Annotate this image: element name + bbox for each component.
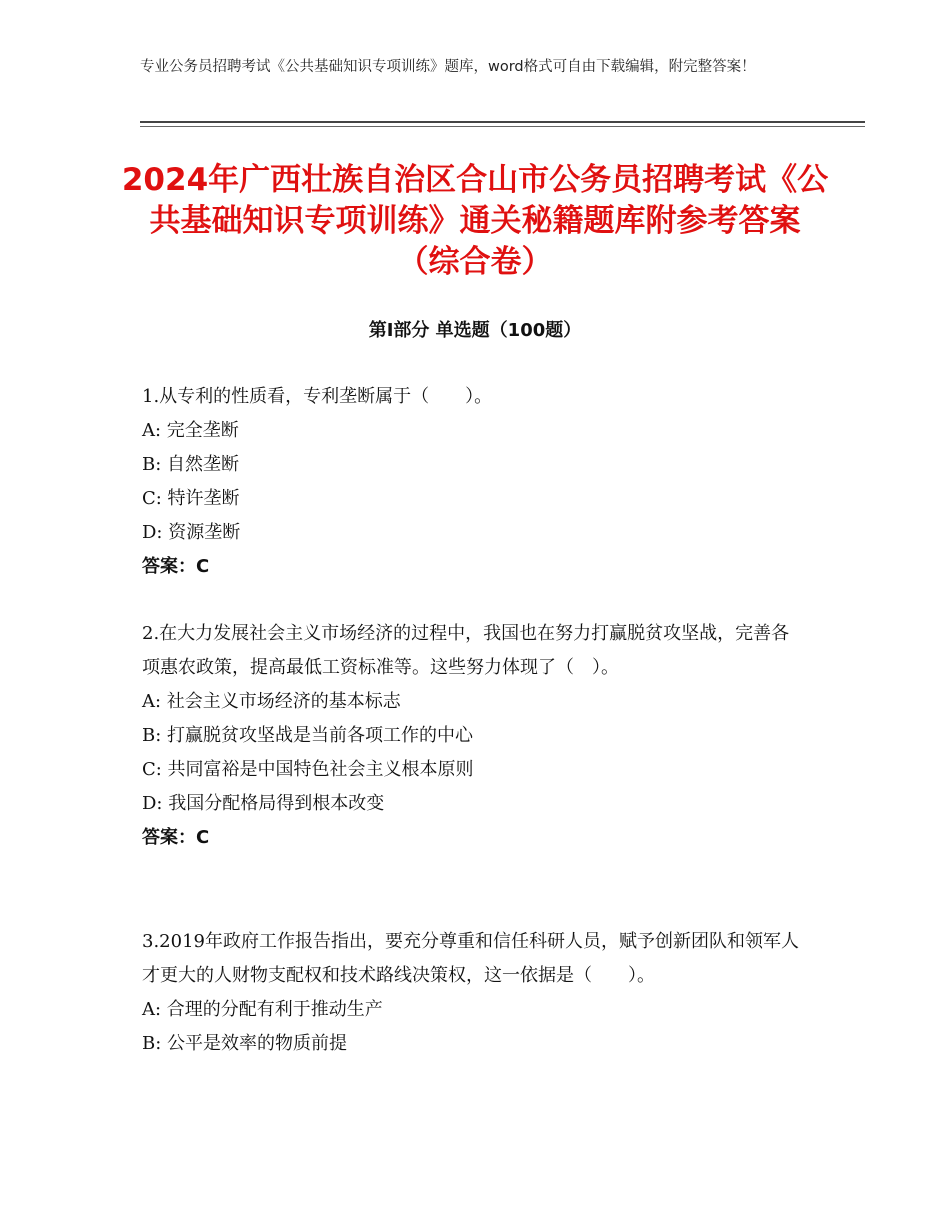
answer-line: 答案：C: [142, 827, 210, 848]
option-b: B: 公平是效率的物质前提: [142, 1033, 348, 1054]
question-stem: 2.在大力发展社会主义市场经济的过程中，我国也在努力打赢脱贫攻坚战，完善各项惠农政策，提高最低工资标准等。这些努力体现了（ ）。: [142, 623, 790, 678]
answer-line: 答案：C: [142, 556, 210, 577]
question-2: [142, 617, 802, 855]
header-divider-thin: [140, 126, 865, 127]
header-note: 专业公务员招聘考试《公共基础知识专项训练》题库，word格式可自由下载编辑，附完整答案！: [140, 59, 756, 75]
option-c: C: 共同富裕是中国特色社会主义根本原则: [142, 759, 474, 780]
question-3: [142, 925, 802, 1061]
option-d: D: 资源垄断: [142, 522, 241, 543]
option-b: B: 打赢脱贫攻坚战是当前各项工作的中心: [142, 725, 474, 746]
question-1: [142, 380, 802, 584]
option-c: C: 特许垄断: [142, 488, 240, 509]
question-stem: 1.从专利的性质看，专利垄断属于（ ）。: [142, 386, 493, 407]
option-a: A: 社会主义市场经济的基本标志: [142, 691, 401, 712]
option-d: D: 我国分配格局得到根本改变: [142, 793, 385, 814]
option-a: A: 合理的分配有利于推动生产: [142, 999, 383, 1020]
question-stem: 3.2019年政府工作报告指出，要充分尊重和信任科研人员，赋予创新团队和领军人才更大的人财物支配权和技术路线决策权，这一依据是（ ）。: [142, 931, 799, 986]
document-title: 2024年广西壮族自治区合山市公务员招聘考试《公共基础知识专项训练》通关秘籍题库附参考答案（综合卷）: [121, 162, 829, 280]
header-divider-thick: [140, 121, 865, 123]
option-a: A: 完全垄断: [142, 420, 239, 441]
option-b: B: 自然垄断: [142, 454, 240, 475]
section-heading: 第Ⅰ部分 单选题（100题）: [368, 320, 582, 341]
